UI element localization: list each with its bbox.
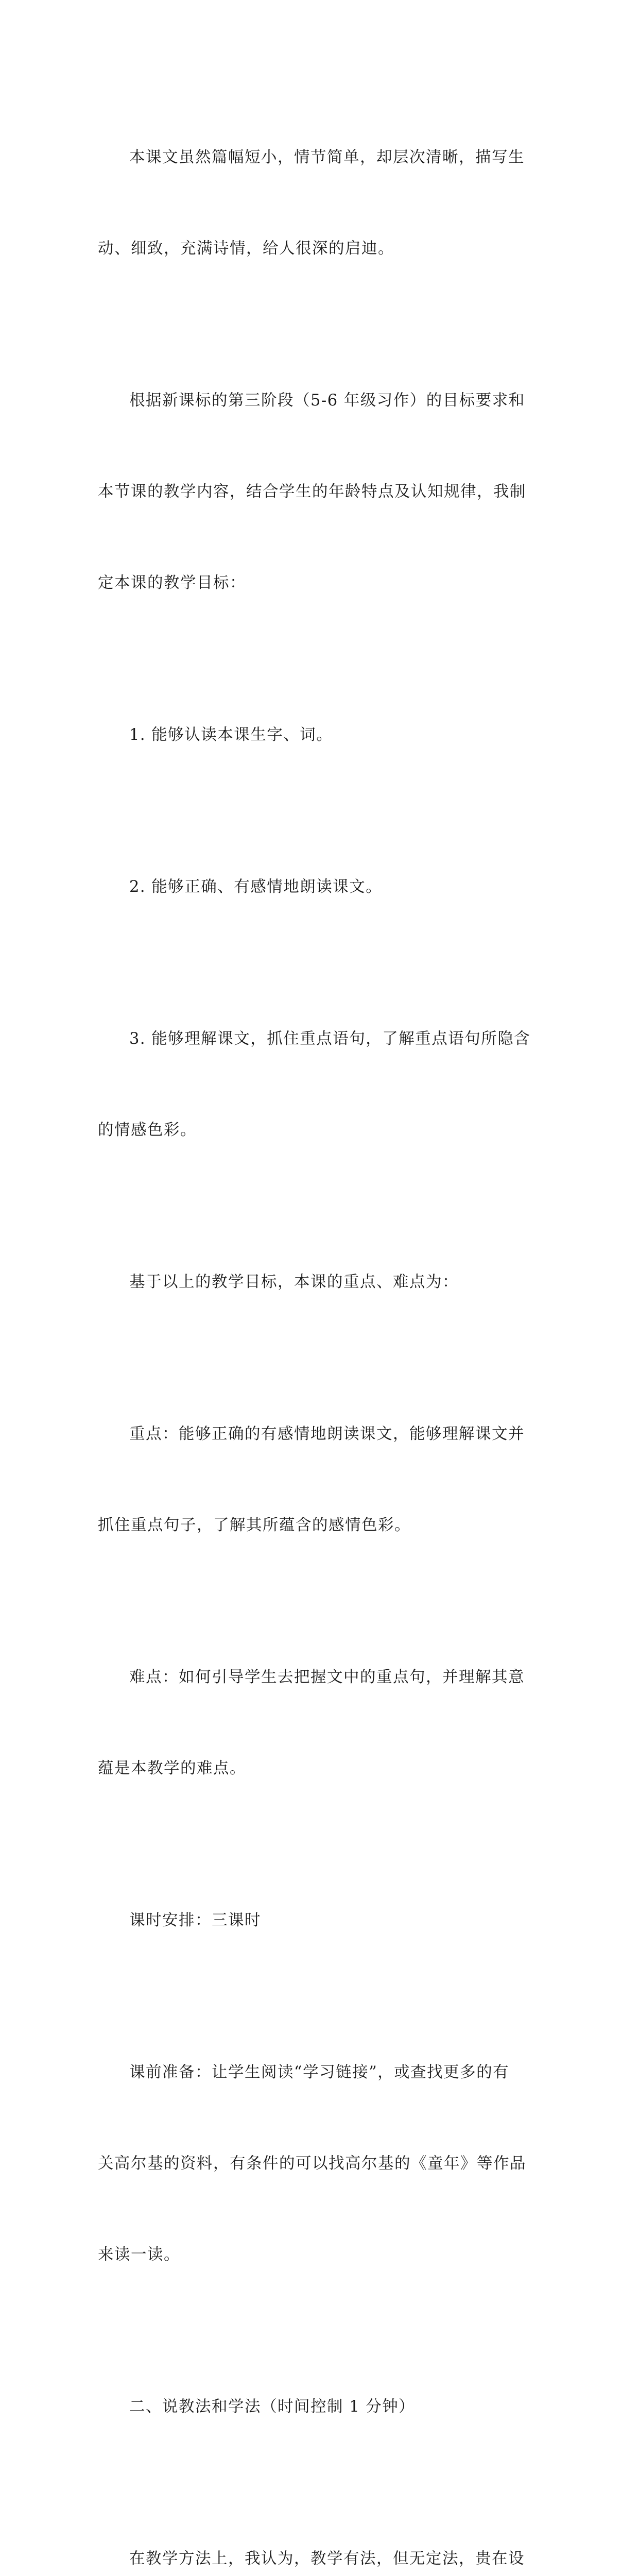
paragraph-line: 来读一读。 <box>98 2246 180 2264</box>
paragraph-line: 抓住重点句子，了解其所蕴含的感情色彩。 <box>98 1516 411 1534</box>
objective-item-1 <box>98 659 542 811</box>
paragraph-line: 1. 能够认读本课生字、词。 <box>129 726 333 744</box>
paragraph-line: 基于以上的教学目标，本课的重点、难点为： <box>129 1273 459 1291</box>
section-heading-methods <box>98 2331 542 2483</box>
paragraph-preparation <box>98 1996 542 2331</box>
paragraph-key-points-intro <box>98 1206 542 1358</box>
paragraph-schedule <box>98 1844 542 1996</box>
paragraph-line: 难点：如何引导学生去把握文中的重点句，并理解其意 <box>129 1668 525 1686</box>
paragraph-line: 本节课的教学内容，结合学生的年龄特点及认知规律，我制 <box>98 483 526 501</box>
paragraph-line: 的情感色彩。 <box>98 1121 197 1139</box>
paragraph-line: 本课文虽然篇幅短小，情节简单，却层次清晰，描写生 <box>129 148 525 166</box>
paragraph-line: 2. 能够正确、有感情地朗读课文。 <box>129 878 383 896</box>
paragraph-line: 关高尔基的资料，有条件的可以找高尔基的《童年》等作品 <box>98 2155 526 2173</box>
paragraph-key-point <box>98 1358 542 1601</box>
paragraph-line: 在教学方法上，我认为，教学有法，但无定法，贵在设 <box>129 2550 525 2568</box>
paragraph-line: 根据新课标的第三阶段（5-6 年级习作）的目标要求和 <box>129 392 525 410</box>
paragraph-line: 定本课的教学目标： <box>98 574 246 592</box>
objective-item-2 <box>98 811 542 963</box>
paragraph-line: 蕴是本教学的难点。 <box>98 1759 246 1777</box>
paragraph-line: 课时安排：三课时 <box>129 1911 261 1929</box>
paragraph-line: 重点：能够正确的有感情地朗读课文，能够理解课文并 <box>129 1425 525 1443</box>
paragraph-intro <box>98 81 542 325</box>
objective-item-3 <box>98 963 542 1206</box>
paragraph-objectives-intro <box>98 325 542 659</box>
paragraph-line: 动、细致，充满诗情，给人很深的启迪。 <box>98 240 394 258</box>
paragraph-line: 3. 能够理解课文，抓住重点语句，了解重点语句所隐含 <box>129 1030 531 1048</box>
paragraph-line: 二、说教法和学法（时间控制 1 分钟） <box>129 2398 416 2416</box>
paragraph-difficulty <box>98 1601 542 1844</box>
paragraph-line: 课前准备：让学生阅读“学习链接”，或查找更多的有 <box>129 2063 510 2081</box>
paragraph-methods <box>98 2483 542 2576</box>
document-body <box>98 81 542 2576</box>
